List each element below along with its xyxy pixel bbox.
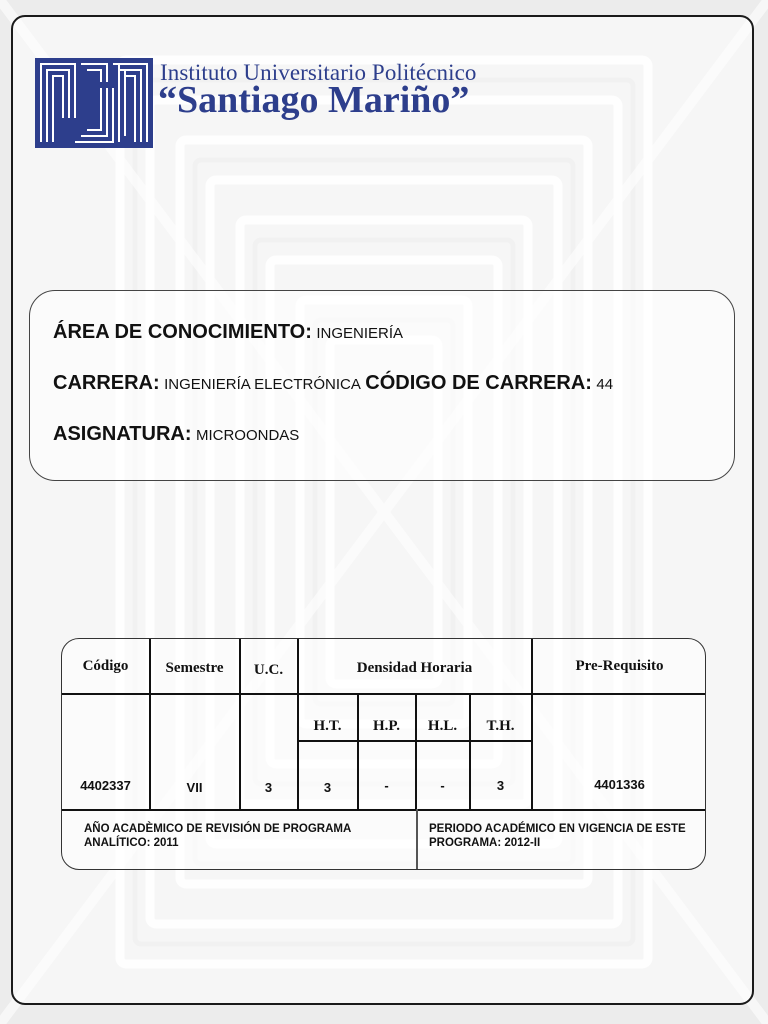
subject-info-box [29,290,735,481]
header-hp: H.P. [373,718,400,734]
header-ht: H.T. [313,718,342,734]
value-ht: 3 [323,780,332,795]
course-table [61,638,706,870]
value-uc: 3 [264,780,273,795]
carrera-label: CARRERA: [53,372,160,394]
value-semestre: VII [186,780,203,795]
asignatura-value: MICROONDAS [195,427,300,444]
carrera-value: INGENIERÍA ELECTRÓNICA [164,376,361,393]
header-codigo: Código [82,658,129,674]
value-hp: - [384,778,389,793]
asignatura-label: ASIGNATURA: [53,423,192,445]
footer-vigencia-period: PERIODO ACADÉMICO EN VIGENCIA DE ESTE PROGRAMA: 2012-II [429,823,686,849]
header-uc: U.C. [253,662,284,678]
value-prerequisito: 4401336 [594,777,645,792]
header-prerequisito: Pre-Requisito [575,658,664,674]
area-value: INGENIERÍA [316,325,404,342]
header-semestre: Semestre [165,660,224,676]
value-codigo: 4402337 [80,778,131,793]
asignatura-line [53,423,299,446]
footer-revision-year: AÑO ACADÈMICO DE REVISIÓN DE PROGRAMA ANALÍTICO: 2011 [84,823,351,849]
header-densidad: Densidad Horaria [356,660,473,676]
header-th: T.H. [486,718,515,734]
area-label: ÁREA DE CONOCIMIENTO: [53,321,312,343]
value-th: 3 [496,778,505,793]
carrera-line [53,372,613,395]
institution-logo [35,58,153,148]
institution-subtitle: “Santiago Mariño” [158,79,470,121]
codigo-carrera-value: 44 [596,376,614,393]
header-hl: H.L. [427,718,458,734]
value-hl: - [440,778,445,793]
institution-name: Instituto Universitario Politécnico [160,60,477,85]
codigo-carrera-label: CÓDIGO DE CARRERA: [365,372,592,394]
area-line [53,321,403,344]
